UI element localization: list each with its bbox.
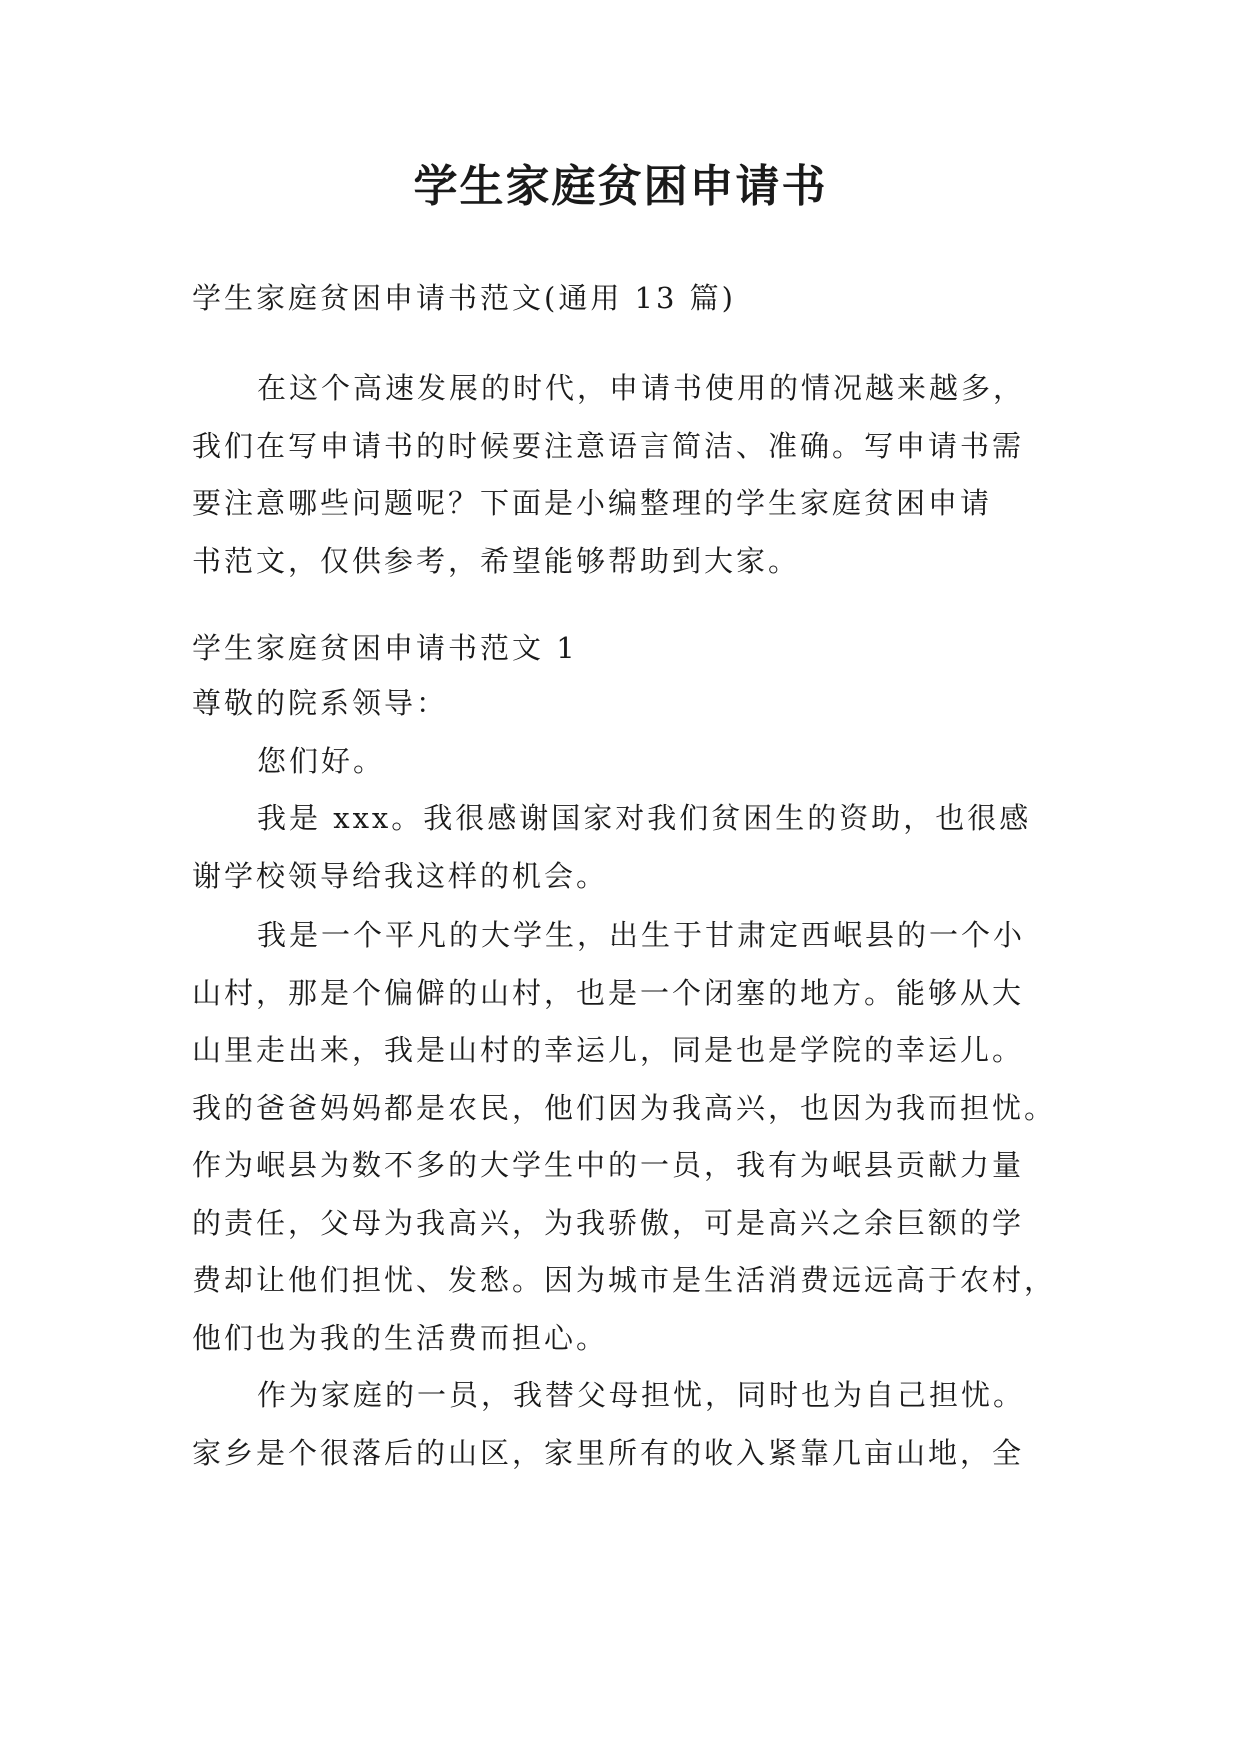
paragraph-line: 家乡是个很落后的山区，家里所有的收入紧靠几亩山地，全 [192,1435,1025,1470]
paragraph-1 [192,790,1052,905]
paragraph-2 [192,907,1057,1367]
salutation: 尊敬的院系领导： [192,686,449,720]
intro-line: 我们在写申请书的时候要注意语言简洁、准确。写申请书需 [192,428,1025,463]
intro-line: 在这个高速发展的时代，申请书使用的情况越来越多， [257,371,1026,405]
paragraph-line: 谢学校领导给我这样的机会。 [192,858,609,893]
paragraph-line: 山里走出来，我是山村的幸运儿，同是也是学院的幸运儿。 [192,1033,1025,1067]
greeting: 您们好。 [257,744,386,778]
paragraph-3 [192,1367,1052,1482]
intro-line: 要注意哪些问题呢？下面是小编整理的学生家庭贫困申请 [192,486,993,520]
paragraph-line: 山村，那是个偏僻的山村，也是一个闭塞的地方。能够从大 [192,975,1025,1010]
document-subtitle: 学生家庭贫困申请书范文(通用 13 篇) [192,281,736,315]
paragraph-line: 费却让他们担忧、发愁。因为城市是生活消费远远高于农村， [192,1263,1057,1297]
paragraph-line: 的责任，父母为我高兴，为我骄傲，可是高兴之余巨额的学 [192,1205,1025,1240]
document-title: 学生家庭贫困申请书 [413,161,828,212]
paragraph-line: 我的爸爸妈妈都是农民，他们因为我高兴，也因为我而担忧。 [192,1090,1057,1125]
paragraph-line: 作为家庭的一员，我替父母担忧，同时也为自己担忧。 [257,1378,1026,1412]
paragraph-line: 我是 xxx。我很感谢国家对我们贫困生的资助，也很感 [257,801,1032,835]
intro-line: 书范文，仅供参考，希望能够帮助到大家。 [192,543,801,578]
paragraph-line: 他们也为我的生活费而担心。 [192,1320,609,1355]
intro-paragraph [192,360,1052,590]
paragraph-line: 作为岷县为数不多的大学生中的一员，我有为岷县贡献力量 [192,1148,1025,1182]
section-heading: 学生家庭贫困申请书范文 1 [192,631,578,665]
paragraph-line: 我是一个平凡的大学生，出生于甘肃定西岷县的一个小 [257,918,1026,952]
